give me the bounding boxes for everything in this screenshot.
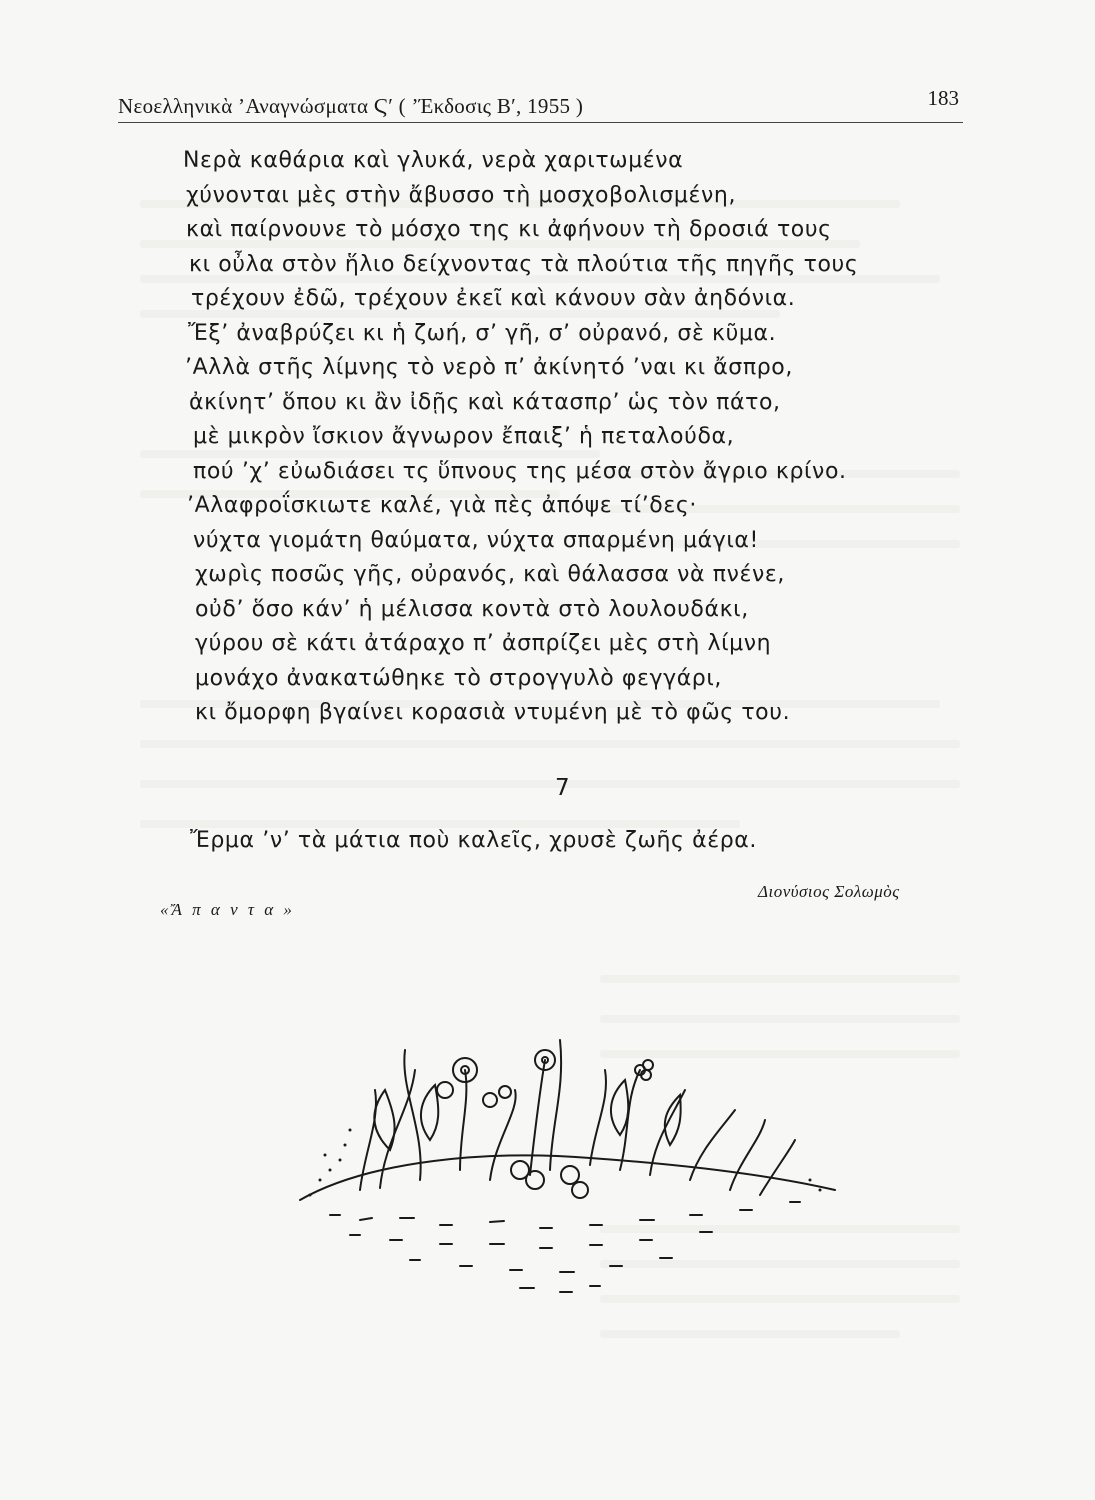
page-number: 183 [927,86,959,110]
stanza-number: 7 [555,775,570,801]
poem-line: ἀκίνητ’ ὅπου κι ἂν ἰδῇς καὶ κάτασπρ’ ὡς τὸν πάτο, [189,389,781,415]
poem-line: χωρὶς ποσῶς γῆς, οὐρανός, καὶ θάλασσα νὰ πνένε, [195,562,785,587]
poem-line: ’Αλλὰ στῆς λίμνης τὸ νερὸ π’ ἀκίνητό ’ναι κι ἄσπρο, [185,355,793,380]
source-citation: «Ἄ π α ν τ α » [160,900,295,919]
running-header [118,86,963,123]
poem-line: γύρου σὲ κάτι ἀτάραχο π’ ἀσπρίζει μὲς στὴ λίμνη [195,631,772,656]
author-signature: Διονύσιος Σολωμὸς [758,882,900,901]
poem-line: Νερὰ καθάρια καὶ γλυκά, νερὰ χαριτωμένα [183,148,684,173]
poem-line: πού ’χ’ εὐωδιάσει τς ὕπνους της μέσα στὸν ἄγριο κρίνο. [193,458,847,484]
poem-line: νύχτα γιομάτη θαύματα, νύχτα σπαρμένη μάγια! [193,527,759,553]
poem-body [183,144,903,731]
poem-final-line: Ἔρμα ’ν’ τὰ μάτια ποὺ καλεῖς, χρυσὲ ζωῆς ἀέρα. [190,828,757,853]
flowers-illustration [290,1030,850,1300]
poem-line: τρέχουν ἐδῶ, τρέχουν ἐκεῖ καὶ κάνουν σὰν ἀηδόνια. [191,286,796,311]
poem-line: Ἔξ’ ἀναβρύζει κι ἡ ζωή, σ’ γῆ, σ’ οὐρανό, σὲ κῦμα. [188,320,777,346]
poem-line: ’Αλαφροΐσκιωτε καλέ, γιὰ πὲς ἀπόψε τί’δες· [187,493,697,518]
poem-line: κι ὄμορφη βγαίνει κορασιὰ ντυμένη μὲ τὸ φῶς του. [195,700,791,725]
poem-line: μονάχο ἀνακατώθηκε τὸ στρογγυλὸ φεγγάρι, [195,665,722,691]
poem-line: μὲ μικρὸν ἴσκιον ἄγνωρον ἔπαιξ’ ἡ πεταλούδα, [193,424,735,449]
poem-line: καὶ παίρνουνε τὸ μόσχο της κι ἀφήνουν τὴ δροσιά τους [186,217,832,242]
poem-line: κι οὖλα στὸν ἥλιο δείχνοντας τὰ πλούτια τῆς πηγῆς τους [189,251,859,277]
book-title: Νεοελληνικὰ ’Αναγνώσματα Ϛ′ ( ’Έκδοσις Β′, 1955 ) [118,94,584,118]
poem-line: οὐδ’ ὅσο κάν’ ἡ μέλισσα κοντὰ στὸ λουλουδάκι, [195,596,749,622]
poem-line: χύνονται μὲς στὴν ἄβυσσο τὴ μοσχοβολισμένη, [186,182,737,208]
